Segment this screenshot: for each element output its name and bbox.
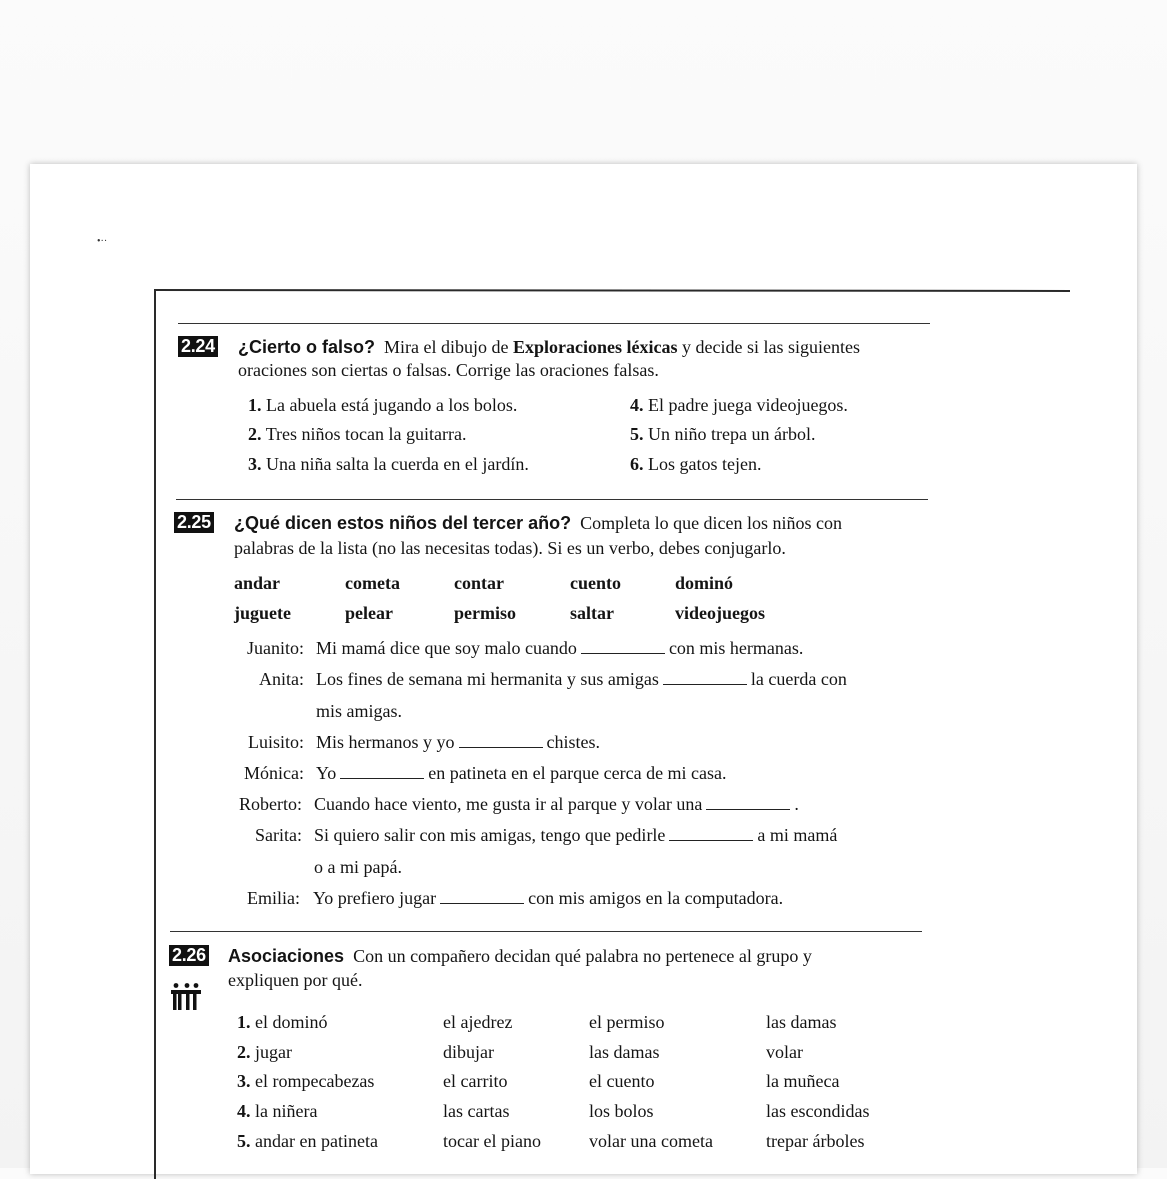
speaker-label: Emilia: bbox=[247, 888, 300, 908]
frame-left-rule bbox=[154, 289, 156, 1179]
word-bank-item: cometa bbox=[345, 573, 400, 593]
section-divider bbox=[178, 323, 930, 324]
word-bank-item: videojuegos bbox=[675, 603, 765, 623]
exercise-instructions-line2: oraciones son ciertas o falsas. Corrige las oraciones falsas. bbox=[238, 360, 659, 380]
list-item: 2. Tres niños tocan la guitarra. bbox=[248, 424, 467, 444]
dialogue-line: Cuando hace viento, me gusta ir al parque y volar una . bbox=[314, 794, 799, 814]
word-bank-item: permiso bbox=[454, 603, 516, 623]
dialogue-line-continued: o a mi papá. bbox=[314, 857, 402, 877]
word-bank-item: juguete bbox=[234, 603, 291, 623]
fill-blank[interactable] bbox=[581, 639, 665, 654]
dialogue-line-continued: mis amigas. bbox=[316, 701, 402, 721]
group-item: los bolos bbox=[589, 1101, 654, 1121]
exercise-number: 2.26 bbox=[169, 945, 209, 966]
exercise-instructions: Asociaciones Con un compañero decidan qué palabra no pertenece al grupo y bbox=[228, 946, 812, 966]
exercise-instructions-line2: palabras de la lista (no las necesitas todas). Si es un verbo, debes conjugarlo. bbox=[234, 538, 786, 558]
list-item: 4. El padre juega videojuegos. bbox=[630, 395, 848, 415]
list-item: 1. La abuela está jugando a los bolos. bbox=[248, 395, 518, 415]
group-item: dibujar bbox=[443, 1042, 494, 1062]
group-item: 2. jugar bbox=[237, 1042, 292, 1062]
word-bank-item: dominó bbox=[675, 573, 734, 593]
dialogue-line: Mi mamá dice que soy malo cuando con mis hermanas. bbox=[316, 638, 804, 658]
group-item: el permiso bbox=[589, 1012, 665, 1032]
group-item: el ajedrez bbox=[443, 1012, 513, 1032]
group-item: volar una cometa bbox=[589, 1131, 713, 1151]
exercise-number: 2.25 bbox=[174, 512, 214, 533]
speaker-label: Roberto: bbox=[239, 794, 302, 814]
dialogue-line: Yo prefiero jugar con mis amigos en la computadora. bbox=[313, 888, 784, 908]
pair-work-icon bbox=[170, 982, 202, 1014]
group-item: volar bbox=[766, 1042, 803, 1062]
exercise-instructions-line2: expliquen por qué. bbox=[228, 970, 363, 990]
word-bank-item: contar bbox=[454, 573, 504, 593]
word-bank-item: saltar bbox=[570, 603, 614, 623]
exercise-instructions: ¿Qué dicen estos niños del tercer año? Completa lo que dicen los niños con bbox=[234, 513, 843, 533]
fill-blank[interactable] bbox=[440, 889, 524, 904]
word-bank-item: cuento bbox=[570, 573, 621, 593]
exercise-heading: ¿Qué dicen estos niños del tercer año? bbox=[234, 513, 572, 533]
word-bank-item: andar bbox=[234, 573, 281, 593]
fill-blank[interactable] bbox=[706, 795, 790, 810]
exercise-instructions: ¿Cierto o falso? Mira el dibujo de Exploraciones léxicas y decide si las siguientes bbox=[238, 337, 860, 357]
list-item: 6. Los gatos tejen. bbox=[630, 454, 762, 474]
fill-blank[interactable] bbox=[669, 826, 753, 841]
speaker-label: Anita: bbox=[259, 669, 304, 689]
exercise-number: 2.24 bbox=[178, 336, 218, 357]
group-item: las damas bbox=[589, 1042, 660, 1062]
group-item: la muñeca bbox=[766, 1071, 840, 1091]
group-item: 5. andar en patineta bbox=[237, 1131, 378, 1151]
group-item: las damas bbox=[766, 1012, 837, 1032]
speaker-label: Sarita: bbox=[255, 825, 302, 845]
dialogue-line: Los fines de semana mi hermanita y sus amigas la cuerda con bbox=[316, 669, 847, 689]
group-item: tocar el piano bbox=[443, 1131, 541, 1151]
speaker-label: Luisito: bbox=[247, 732, 304, 752]
group-item: el carrito bbox=[443, 1071, 508, 1091]
fill-blank[interactable] bbox=[663, 670, 747, 685]
fill-blank[interactable] bbox=[340, 764, 424, 779]
group-item: el cuento bbox=[589, 1071, 655, 1091]
section-divider bbox=[176, 499, 928, 500]
word-bank-item: pelear bbox=[345, 603, 393, 623]
group-item: 1. el dominó bbox=[237, 1012, 328, 1032]
group-item: 3. el rompecabezas bbox=[237, 1071, 375, 1091]
group-item: trepar árboles bbox=[766, 1131, 865, 1151]
group-item: las escondidas bbox=[766, 1101, 870, 1121]
dialogue-line: Mis hermanos y yo chistes. bbox=[316, 732, 600, 752]
list-item: 3. Una niña salta la cuerda en el jardín. bbox=[248, 454, 529, 474]
group-item: 4. la niñera bbox=[237, 1101, 318, 1121]
fill-blank[interactable] bbox=[459, 733, 543, 748]
speaker-label: Mónica: bbox=[244, 763, 304, 783]
exercise-heading: Asociaciones bbox=[228, 946, 345, 966]
section-divider bbox=[170, 931, 922, 932]
speaker-label: Juanito: bbox=[247, 638, 304, 658]
group-item: las cartas bbox=[443, 1101, 510, 1121]
dialogue-line: Si quiero salir con mis amigas, tengo que pedirle a mi mamá bbox=[314, 825, 838, 845]
exercise-heading: ¿Cierto o falso? bbox=[238, 337, 376, 357]
dialogue-line: Yo en patineta en el parque cerca de mi casa. bbox=[316, 763, 727, 783]
stray-mark: •·· bbox=[97, 236, 108, 247]
list-item: 5. Un niño trepa un árbol. bbox=[630, 424, 816, 444]
